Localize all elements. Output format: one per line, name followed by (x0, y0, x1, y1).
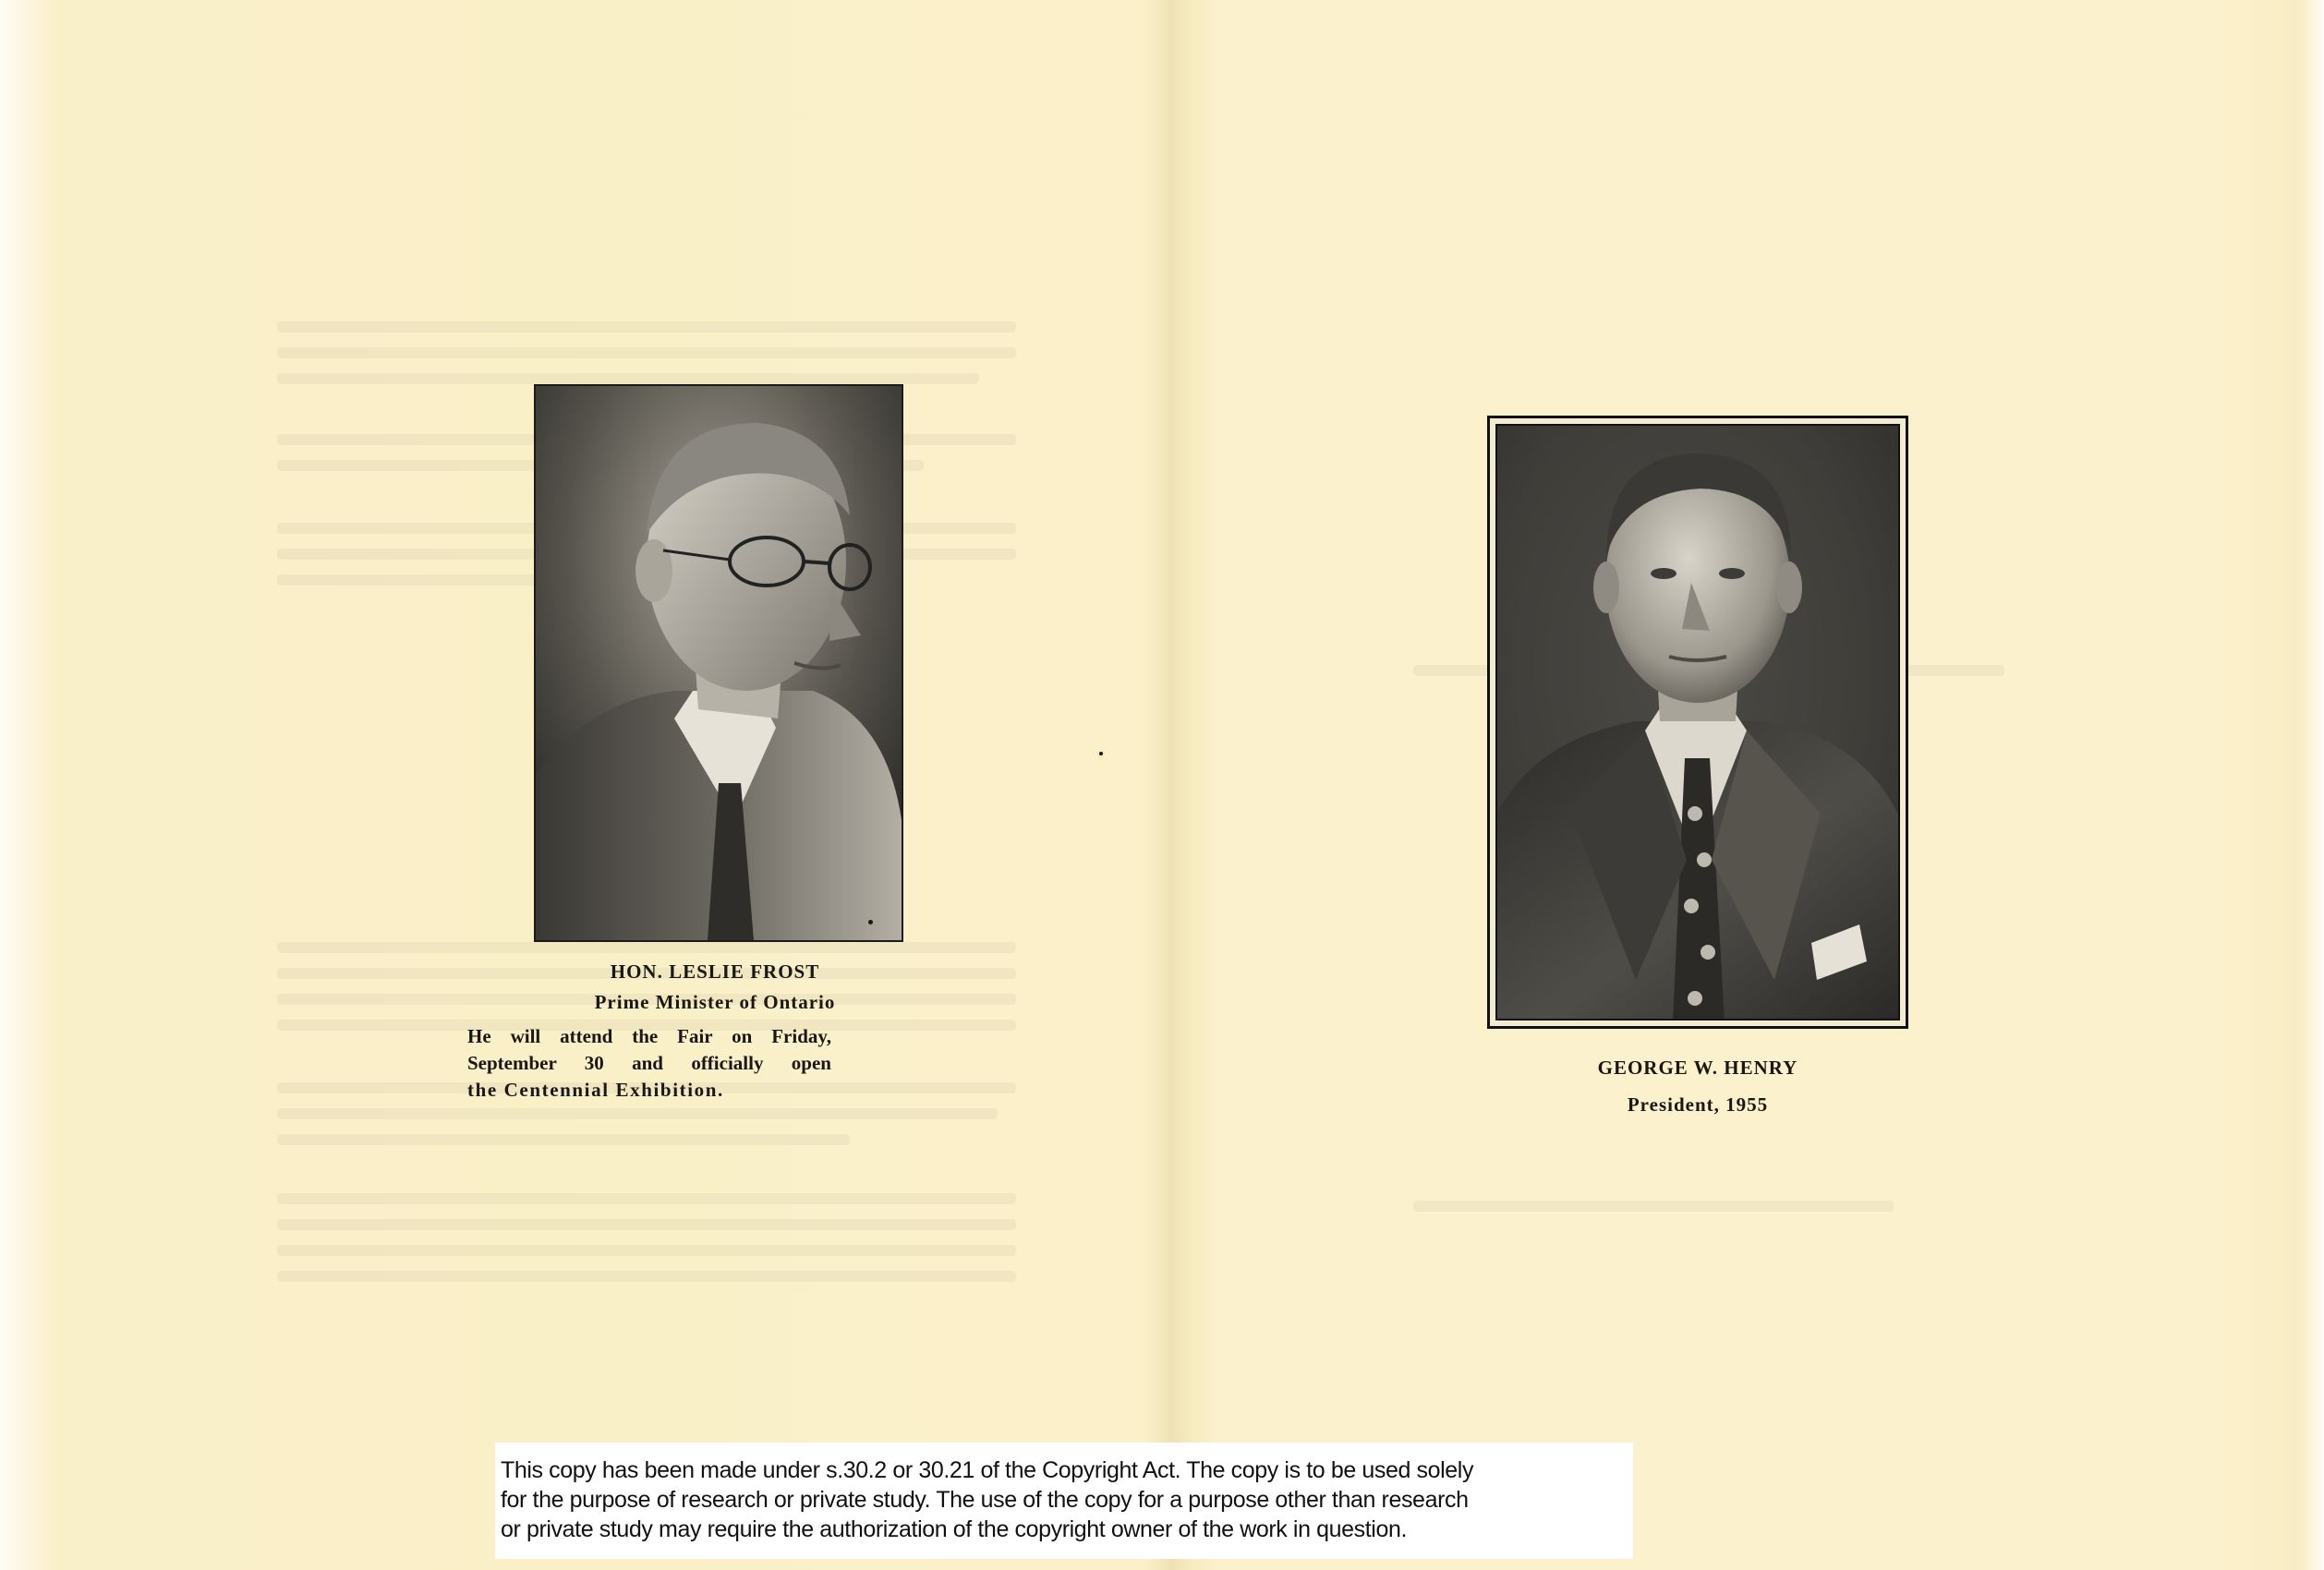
copyright-notice (495, 1443, 1633, 1559)
print-speck (1099, 752, 1103, 755)
show-through-line (277, 373, 979, 384)
show-through-line (277, 321, 1016, 332)
show-through-line (277, 1193, 1016, 1204)
caption-title: President, 1955 (1627, 1093, 1769, 1116)
show-through-line (277, 1245, 1016, 1256)
copyright-notice-line: This copy has been made under s.30.2 or 30.21 of the Copyright Act. The copy is to be used solely (501, 1457, 1474, 1483)
copyright-notice-line: or private study may require the authorization of the copyright owner of the work in question. (501, 1516, 1408, 1542)
caption-note-line: the Centennial Exhibition. (467, 1079, 724, 1101)
portrait-photo-george-henry (1487, 416, 1908, 1029)
caption-note-line: He will attend the Fair on Friday, (467, 1025, 831, 1047)
show-through-line (277, 1219, 1016, 1230)
caption-title: Prime Minister of Ontario (594, 991, 836, 1013)
portrait-illustration (1497, 426, 1900, 1020)
caption-note-line: September 30 and officially open (467, 1052, 831, 1074)
show-through-line (277, 1134, 850, 1145)
print-speck (868, 920, 873, 924)
show-through-line (277, 347, 1016, 358)
portrait-frame-inner (1495, 424, 1900, 1020)
left-page (55, 0, 1182, 1570)
caption-note (467, 1023, 831, 1104)
portrait-illustration (536, 386, 902, 940)
show-through-line (277, 1108, 998, 1119)
caption-name: GEORGE W. HENRY (1597, 1057, 1798, 1079)
copyright-notice-line: for the purpose of research or private study. The use of the copy for a purpose other than research (501, 1487, 1469, 1513)
caption-name: HON. LESLIE FROST (610, 960, 820, 983)
portrait-photo-leslie-frost (534, 384, 903, 942)
show-through-line (1413, 1201, 1894, 1212)
show-through-line (277, 1271, 1016, 1282)
show-through-line (277, 942, 1016, 953)
